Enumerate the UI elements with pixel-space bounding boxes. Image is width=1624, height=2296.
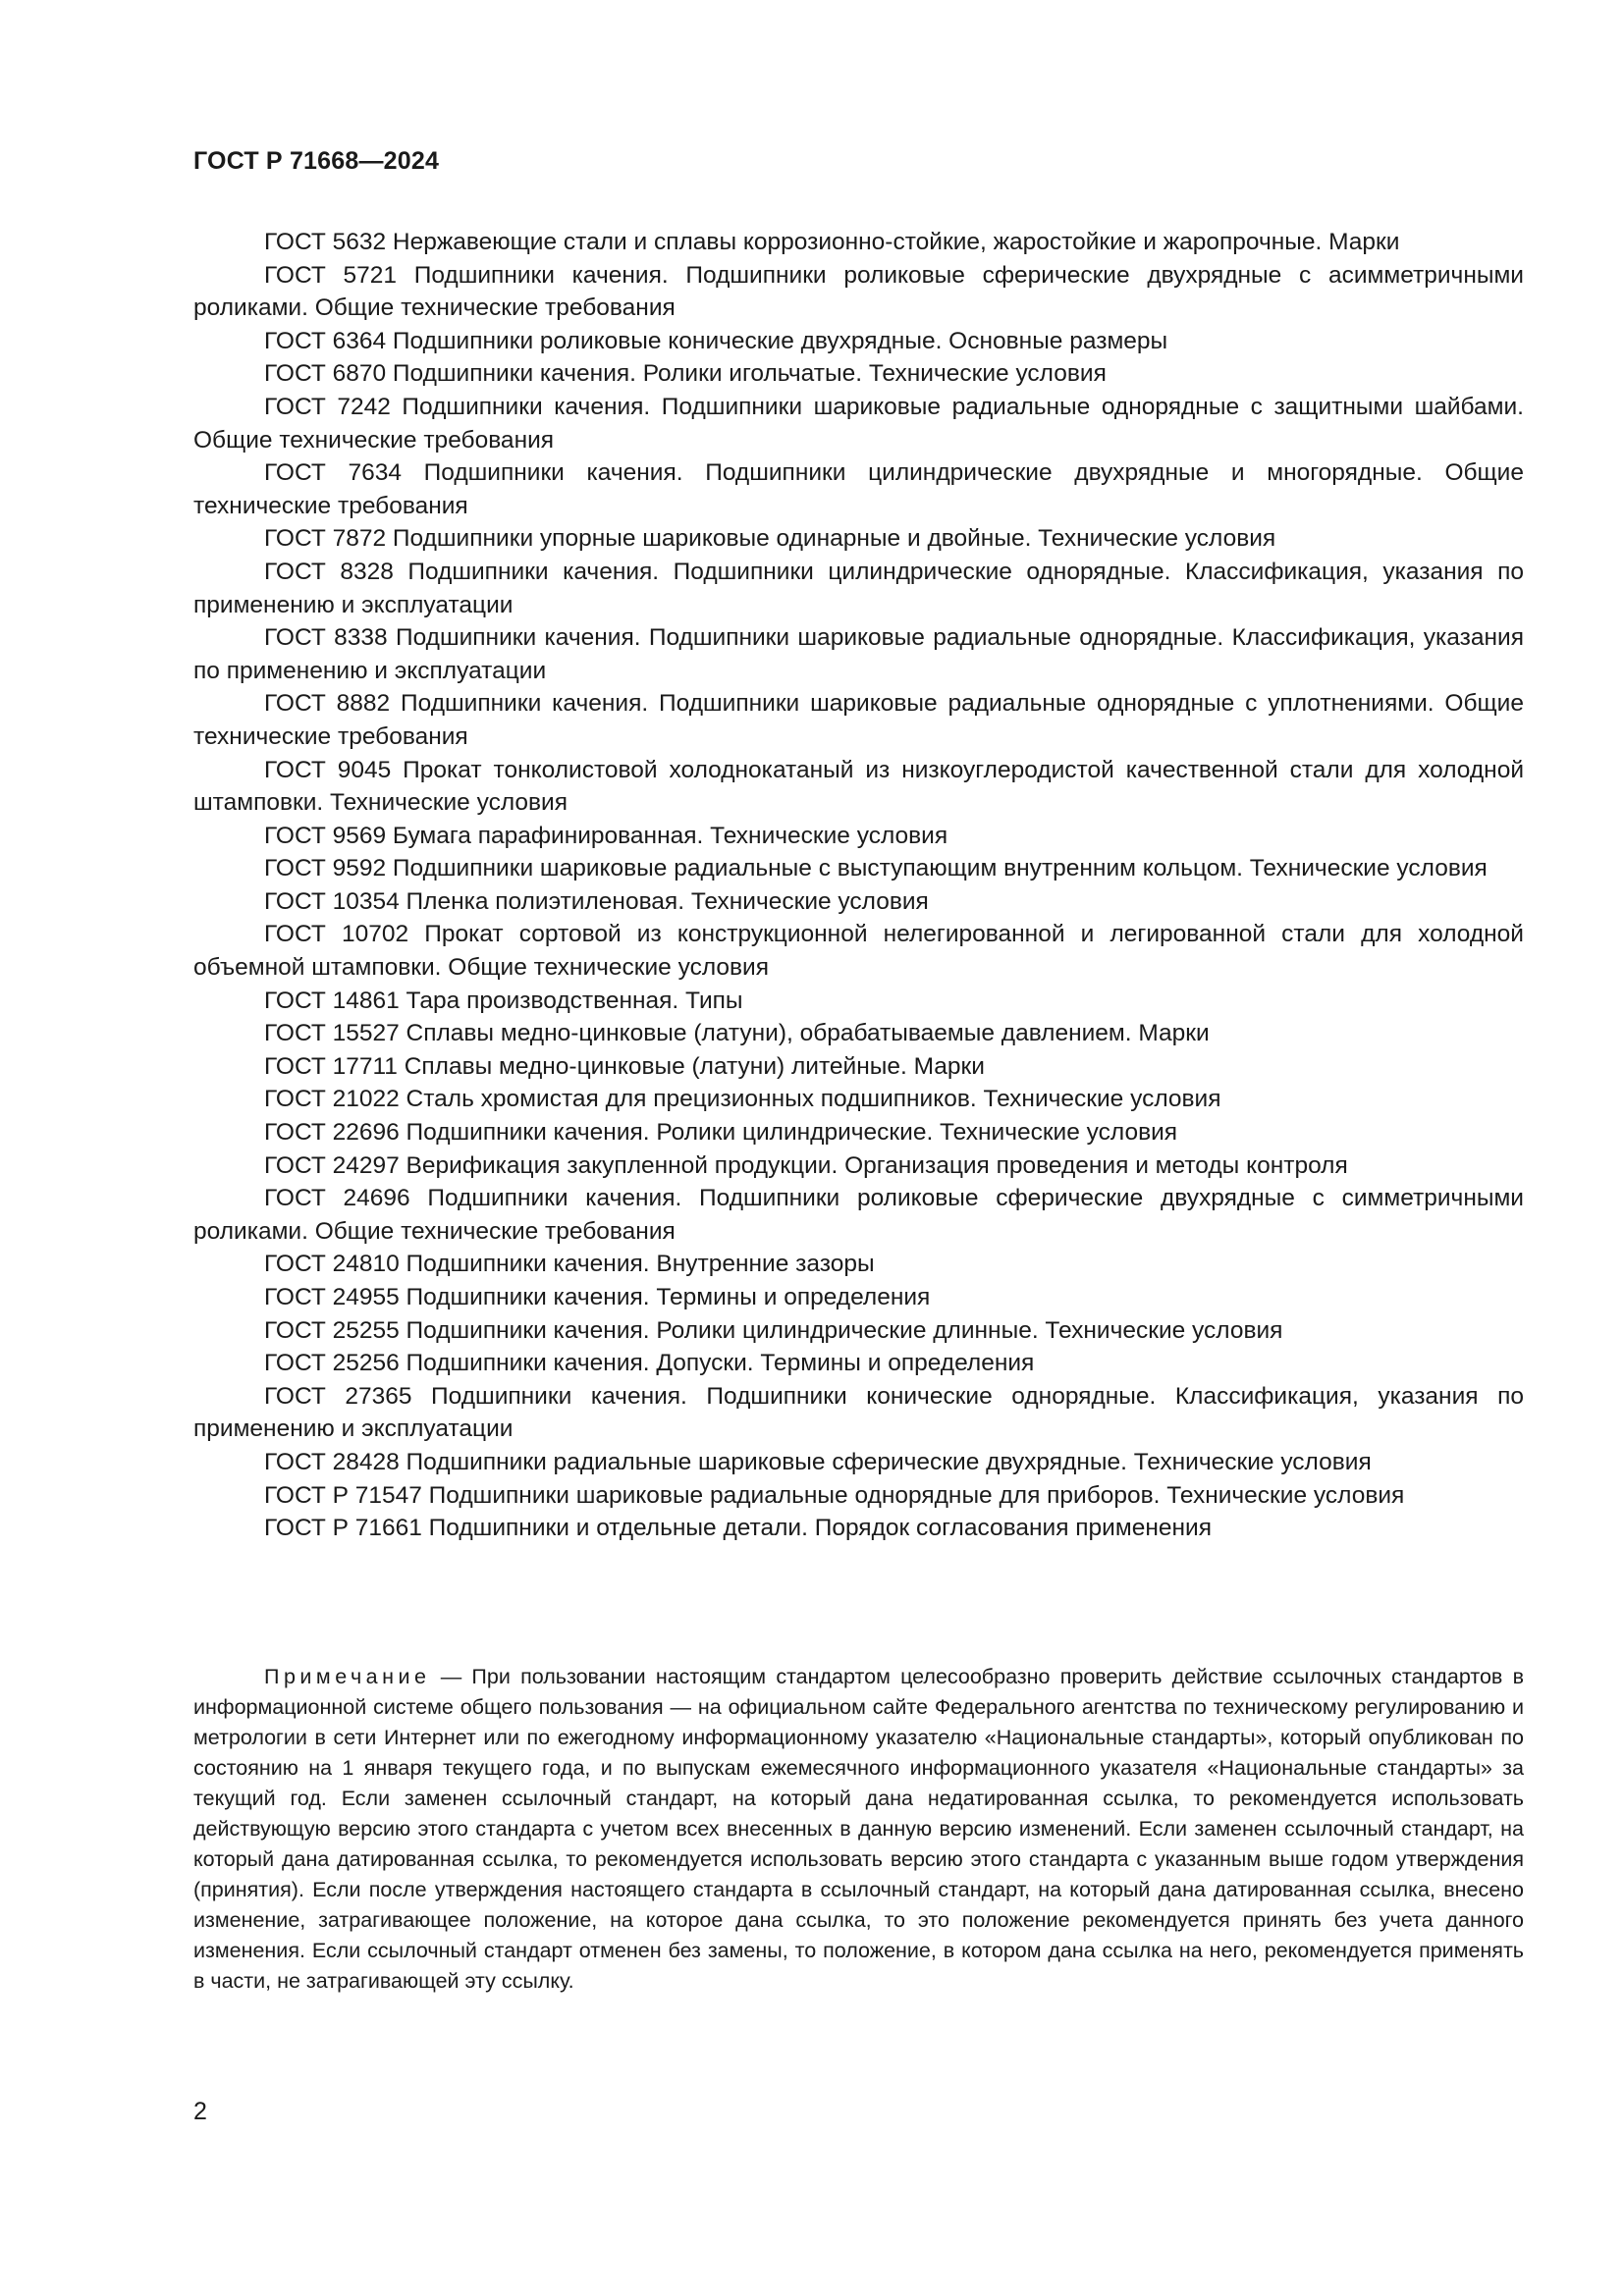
note-paragraph [193,1662,1524,1997]
note-label: Примечание [264,1665,431,1688]
reference-item: ГОСТ 22696 Подшипники качения. Ролики цилиндрические. Технические условия [264,1119,1178,1147]
reference-item: ГОСТ 9592 Подшипники шариковые радиальные с выступающим внутренним кольцом. Технические условия [264,855,1488,882]
reference-item: ГОСТ Р 71661 Подшипники и отдельные детали. Порядок согласования применения [264,1515,1212,1542]
reference-item: ГОСТ 27365 Подшипники качения. Подшипники конические однорядные. Классификация, указания по применению и эксплуатации [193,1382,1524,1443]
reference-item: ГОСТ 9569 Бумага парафинированная. Технические условия [264,822,948,849]
reference-item: ГОСТ 24810 Подшипники качения. Внутренние зазоры [264,1251,875,1278]
reference-item: ГОСТ 21022 Сталь хромистая для прецизионных подшипников. Технические условия [264,1086,1221,1113]
reference-item: ГОСТ 17711 Сплавы медно-цинковые (латуни) литейные. Марки [264,1052,985,1080]
reference-item: ГОСТ 15527 Сплавы медно-цинковые (латуни), обрабатываемые давлением. Марки [264,1020,1210,1047]
reference-item: ГОСТ 24297 Верификация закупленной продукции. Организация проведения и методы контроля [264,1151,1348,1179]
reference-item: ГОСТ 5632 Нержавеющие стали и сплавы коррозионно-стойкие, жаростойкие и жаропрочные. Марки [264,229,1400,255]
reference-item: ГОСТ 24696 Подшипники качения. Подшипники роликовые сферические двухрядные с симметричными роликами. Общие технические требования [193,1185,1524,1245]
reference-item: ГОСТ 8338 Подшипники качения. Подшипники шариковые радиальные однорядные. Классификация, указания по применению и эксплуатации [193,624,1524,684]
normative-references-list [193,226,1524,1545]
reference-item: ГОСТ 14861 Тара производственная. Типы [264,987,743,1014]
reference-item: ГОСТ Р 71547 Подшипники шариковые радиальные однорядные для приборов. Технические условия [264,1481,1405,1509]
reference-item: ГОСТ 25255 Подшипники качения. Ролики цилиндрические длинные. Технические условия [264,1316,1283,1344]
document-header-title: ГОСТ Р 71668—2024 [193,147,440,175]
reference-item: ГОСТ 9045 Прокат тонколистовой холоднокатаный из низкоуглеродистой качественной стали для холодной штамповки. Технические условия [193,756,1524,817]
reference-item: ГОСТ 7634 Подшипники качения. Подшипники цилиндрические двухрядные и многорядные. Общие технические требования [193,459,1524,519]
reference-item: ГОСТ 5721 Подшипники качения. Подшипники роликовые сферические двухрядные с асимметричными роликами. Общие технические требования [193,261,1524,322]
reference-item: ГОСТ 24955 Подшипники качения. Термины и определения [264,1284,931,1310]
note-text: — При пользовании настоящим стандартом целесообразно проверить действие ссылочных стандартов в информационной системе общего пользования — на официальном сайте Федерального агентства по техническому регулированию и метрологии в сети Интернет или по ежегодному информационному указателю «Национальные стандарты», который опубликован по состоянию на 1 января текущего года, и по выпускам ежемесячного информационного указателя «Национальные стандарты» за текущий год. Если заменен ссылочный стандарт, на который дана недатированная ссылка, то рекомендуется использовать действующую версию этого стандарта с учетом всех внесенных в данную версию изменений. Если заменен ссылочный стандарт, на который дана датированная ссылка, то рекомендуется использовать версию этого стандарта с указанным выше годом утверждения (принятия). Если после утверждения настоящего стандарта в ссылочный стандарт, на который дана датированная ссылка, внесено изменение, затрагивающее положение, на которое дана ссылка, то это положение рекомендуется принять без учета данного изменения. Если ссылочный стандарт отменен без замены, то положение, в котором дана ссылка на него, рекомендуется применять в части, не затрагивающей эту ссылку. [193,1665,1524,1993]
reference-item: ГОСТ 10354 Пленка полиэтиленовая. Технические условия [264,887,929,915]
reference-item: ГОСТ 25256 Подшипники качения. Допуски. Термины и определения [264,1350,1035,1377]
reference-item: ГОСТ 28428 Подшипники радиальные шариковые сферические двухрядные. Технические условия [264,1448,1372,1475]
reference-item: ГОСТ 6364 Подшипники роликовые конические двухрядные. Основные размеры [264,327,1168,354]
reference-item: ГОСТ 10702 Прокат сортовой из конструкционной нелегированной и легированной стали для холодной объемной штамповки. Общие технические условия [193,921,1524,982]
reference-item: ГОСТ 8882 Подшипники качения. Подшипники шариковые радиальные однорядные с уплотнениями. Общие технические требования [193,690,1524,750]
reference-item: ГОСТ 6870 Подшипники качения. Ролики игольчатые. Технические условия [264,360,1107,388]
reference-item: ГОСТ 8328 Подшипники качения. Подшипники цилиндрические однорядные. Классификация, указания по применению и эксплуатации [193,558,1524,618]
reference-item: ГОСТ 7242 Подшипники качения. Подшипники шариковые радиальные однорядные с защитными шайбами. Общие технические требования [193,393,1524,454]
reference-item: ГОСТ 7872 Подшипники упорные шариковые одинарные и двойные. Технические условия [264,525,1276,553]
page-number: 2 [193,2098,207,2125]
